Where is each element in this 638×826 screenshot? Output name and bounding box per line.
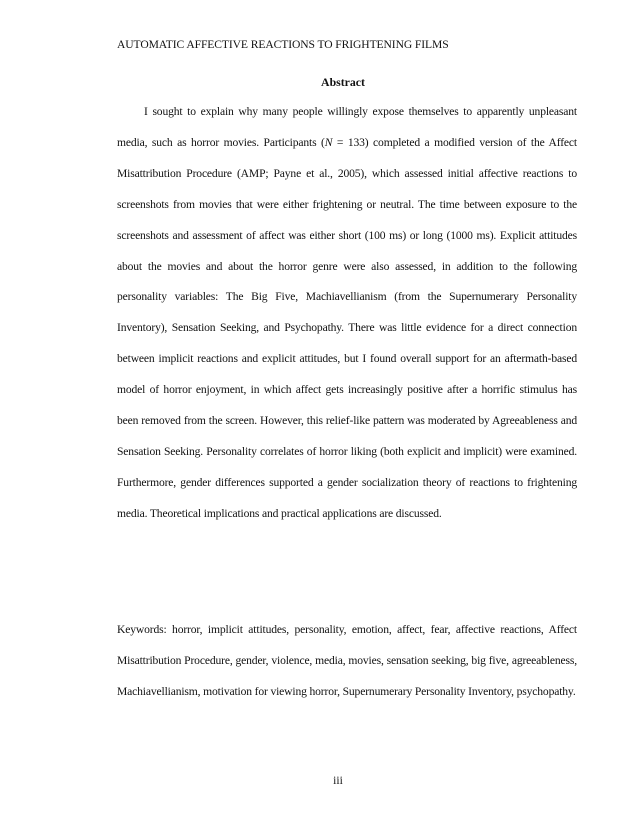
abstract-body-start: I sought to explain why many people willingly expose themselves to apparently unpleasant media, such as horror movies. Participants (	[117, 105, 577, 149]
running-head: AUTOMATIC AFFECTIVE REACTIONS TO FRIGHTENING FILMS	[117, 38, 449, 51]
abstract-body-rest: = 133) completed a modified version of the Affect Misattribution Procedure (AMP; Payne et al., 2005), which assessed initial affective reactions to screenshots from movies that were either frightening or neutral. The time between exposure to the screenshots and assessment of affect was either short (100 ms) or long (1000 ms). Explicit attitudes about the movies and about the horror genre were also assessed, in addition to the following personality variables: The Big Five, Machiavellianism (from the Supernumerary Personality Inventory), Sensation Seeking, and Psychopathy. There was little evidence for a direct connection between implicit reactions and explicit attitudes, but I found overall support for an aftermath-based model of horror enjoyment, in which affect gets increasingly positive after a horrific stimulus has been removed from the screen. However, this relief-like pattern was moderated by Agreeableness and Sensation Seeking. Personality correlates of horror liking (both explicit and implicit) were examined. Furthermore, gender differences supported a gender socialization theory of reactions to frightening media. Theoretical implications and practical applications are discussed.	[117, 135, 577, 520]
sample-size-symbol: N	[324, 135, 333, 149]
abstract-heading: Abstract	[321, 75, 365, 89]
page-number: iii	[333, 774, 343, 787]
keywords-paragraph: Keywords: horror, implicit attitudes, personality, emotion, affect, fear, affective reactions, Affect Misattribution Procedure, gender, violence, media, movies, sensation seeking, big five, agreeableness, Machiavellianism, motivation for viewing horror, Supernumerary Personality Inventory, psychopathy.	[117, 623, 577, 698]
abstract-body	[117, 97, 577, 530]
